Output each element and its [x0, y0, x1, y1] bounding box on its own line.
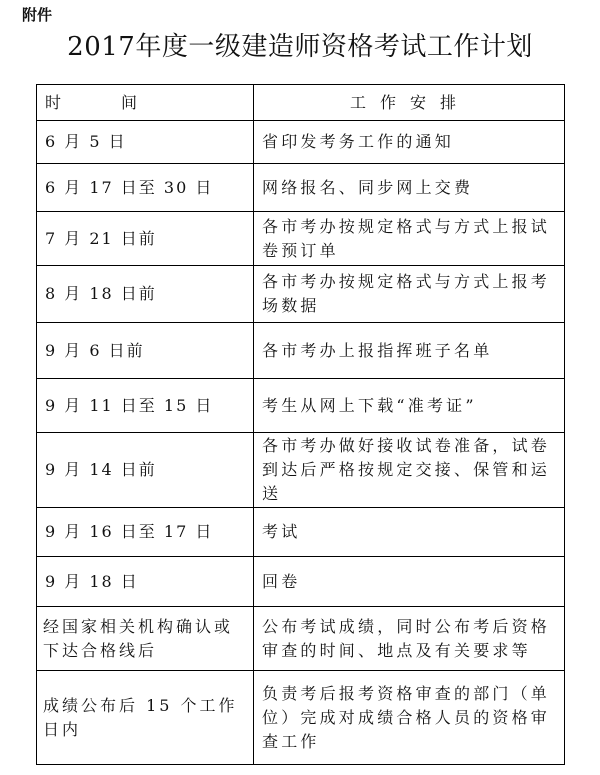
- table-row: [37, 379, 565, 433]
- table-row: [37, 121, 565, 164]
- header-work: 工作安排: [254, 85, 565, 121]
- table-row: [37, 266, 565, 323]
- attachment-label: 附件: [22, 6, 53, 24]
- work-cell: 各市考办按规定格式与方式上报考场数据: [254, 266, 565, 323]
- work-plan-table: [36, 84, 565, 765]
- table-row: [37, 212, 565, 266]
- time-cell: 9 月 16 日至 17 日: [37, 508, 254, 557]
- time-cell: 成绩公布后 15 个工作日内: [37, 671, 254, 765]
- table-row: [37, 433, 565, 508]
- time-cell: 7 月 21 日前: [37, 212, 254, 266]
- time-cell: 8 月 18 日前: [37, 266, 254, 323]
- work-cell: 各市考办按规定格式与方式上报试卷预订单: [254, 212, 565, 266]
- work-cell: 公布考试成绩，同时公布考后资格审查的时间、地点及有关要求等: [254, 607, 565, 671]
- time-cell: 9 月 18 日: [37, 557, 254, 607]
- work-cell: 网络报名、同步网上交费: [254, 164, 565, 212]
- work-cell: 各市考办做好接收试卷准备，试卷到达后严格按规定交接、保管和运送: [254, 433, 565, 508]
- time-cell: 9 月 6 日前: [37, 323, 254, 379]
- work-cell: 回卷: [254, 557, 565, 607]
- table-row: [37, 164, 565, 212]
- work-cell: 考试: [254, 508, 565, 557]
- time-cell: 经国家相关机构确认或下达合格线后: [37, 607, 254, 671]
- table-row: [37, 557, 565, 607]
- time-cell: 9 月 14 日前: [37, 433, 254, 508]
- work-cell: 省印发考务工作的通知: [254, 121, 565, 164]
- table-row: [37, 607, 565, 671]
- time-cell: 6 月 17 日至 30 日: [37, 164, 254, 212]
- time-cell: 6 月 5 日: [37, 121, 254, 164]
- work-cell: 各市考办上报指挥班子名单: [254, 323, 565, 379]
- table-header-row: [37, 85, 565, 121]
- table-row: [37, 323, 565, 379]
- document-title: 2017年度一级建造师资格考试工作计划: [67, 32, 533, 62]
- time-cell: 9 月 11 日至 15 日: [37, 379, 254, 433]
- header-time: 时 间: [37, 85, 254, 121]
- table-row: [37, 508, 565, 557]
- work-cell: 考生从网上下载“准考证”: [254, 379, 565, 433]
- table-row: [37, 671, 565, 765]
- work-cell: 负责考后报考资格审查的部门（单位）完成对成绩合格人员的资格审查工作: [254, 671, 565, 765]
